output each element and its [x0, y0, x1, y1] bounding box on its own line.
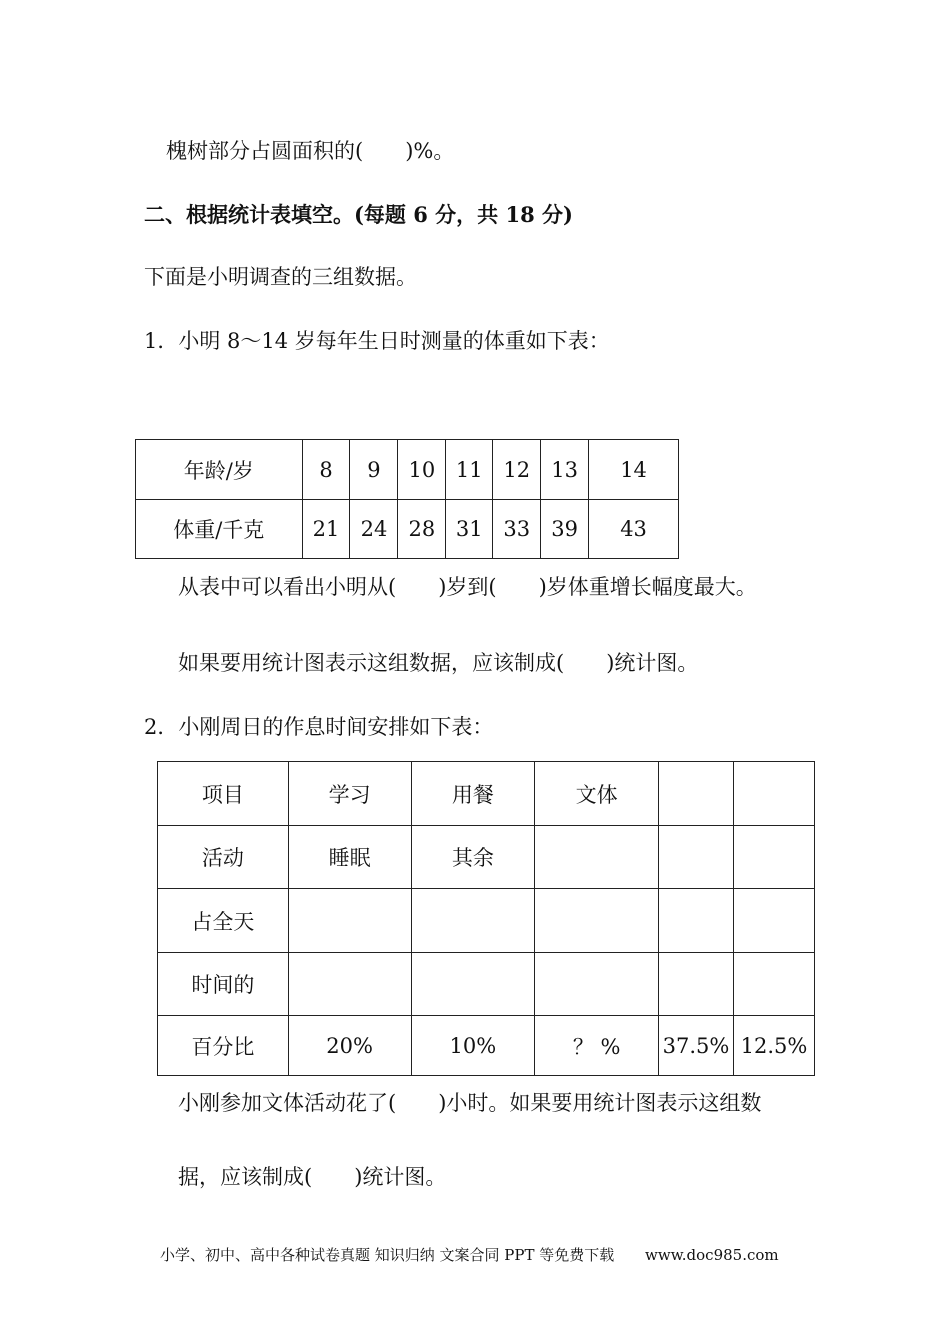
- table-cell: [288, 889, 411, 953]
- footer-text: 小学、初中、高中各种试卷真题 知识归纳 文案合同 PPT 等免费下载: [160, 1246, 615, 1264]
- table-cell: [535, 889, 659, 953]
- weight-header: 体重/千克: [136, 500, 303, 559]
- table-cell: 学习: [288, 762, 411, 826]
- weight-cell: 43: [589, 500, 679, 559]
- table-cell: 用餐: [411, 762, 535, 826]
- weight-cell: 31: [446, 500, 493, 559]
- schedule-table: [157, 761, 815, 1076]
- table-cell: [733, 762, 814, 826]
- age-row: [136, 440, 679, 500]
- age-cell: 8: [302, 440, 350, 500]
- table-cell: [659, 889, 734, 953]
- table-row: [158, 826, 815, 889]
- table-cell: 活动: [158, 826, 289, 889]
- table-row: [158, 762, 815, 826]
- footer-url[interactable]: www.doc985.com: [645, 1246, 779, 1264]
- age-cell: 12: [493, 440, 541, 500]
- previous-question-line: 槐树部分占圆面积的( )%。: [166, 139, 455, 163]
- age-cell: 10: [398, 440, 446, 500]
- table-cell: [288, 953, 411, 1016]
- table-cell: [659, 953, 734, 1016]
- weight-row: [136, 500, 679, 559]
- q2-title: 2．小刚周日的作息时间安排如下表：: [144, 715, 494, 739]
- section-title: 二、根据统计表填空。(每题 6 分，共 18 分): [144, 202, 573, 227]
- age-cell: 11: [446, 440, 493, 500]
- age-header: 年龄/岁: [136, 440, 303, 500]
- table-cell: 百分比: [158, 1016, 289, 1076]
- table-cell: 37.5%: [659, 1016, 734, 1076]
- weight-cell: 24: [350, 500, 398, 559]
- table-cell: 文体: [535, 762, 659, 826]
- age-cell: 14: [589, 440, 679, 500]
- table-cell: 其余: [411, 826, 535, 889]
- table-cell: [535, 953, 659, 1016]
- table-cell: [659, 826, 734, 889]
- table-cell: [411, 889, 535, 953]
- intro-text: 下面是小明调查的三组数据。: [144, 265, 417, 289]
- table-cell: [733, 826, 814, 889]
- q2-fill-blank-2: 据，应该制成( )统计图。: [178, 1165, 447, 1189]
- weight-cell: 33: [493, 500, 541, 559]
- weight-cell: 21: [302, 500, 350, 559]
- table-cell: 时间的: [158, 953, 289, 1016]
- age-cell: 13: [541, 440, 589, 500]
- table-row: [158, 889, 815, 953]
- table-cell: [733, 889, 814, 953]
- table-cell: 10%: [411, 1016, 535, 1076]
- table-row: [158, 953, 815, 1016]
- weight-cell: 28: [398, 500, 446, 559]
- table-cell: 项目: [158, 762, 289, 826]
- table-row: [158, 1016, 815, 1076]
- table-cell: [535, 826, 659, 889]
- page-footer: [160, 1244, 779, 1265]
- q1-title: 1．小明 8～14 岁每年生日时测量的体重如下表：: [144, 329, 610, 353]
- table-cell: 12.5%: [733, 1016, 814, 1076]
- q1-fill-blank-2: 如果要用统计图表示这组数据，应该制成( )统计图。: [178, 651, 699, 675]
- table-cell: 占全天: [158, 889, 289, 953]
- q1-fill-blank-1: 从表中可以看出小明从( )岁到( )岁体重增长幅度最大。: [178, 575, 757, 599]
- table-cell: [411, 953, 535, 1016]
- weight-cell: 39: [541, 500, 589, 559]
- table-cell: [659, 762, 734, 826]
- table-cell: ？ %: [535, 1016, 659, 1076]
- table-cell: [733, 953, 814, 1016]
- table-cell: 20%: [288, 1016, 411, 1076]
- age-cell: 9: [350, 440, 398, 500]
- table-cell: 睡眠: [288, 826, 411, 889]
- q2-fill-blank-1: 小刚参加文体活动花了( )小时。如果要用统计图表示这组数: [178, 1091, 762, 1115]
- weight-table: [135, 439, 679, 559]
